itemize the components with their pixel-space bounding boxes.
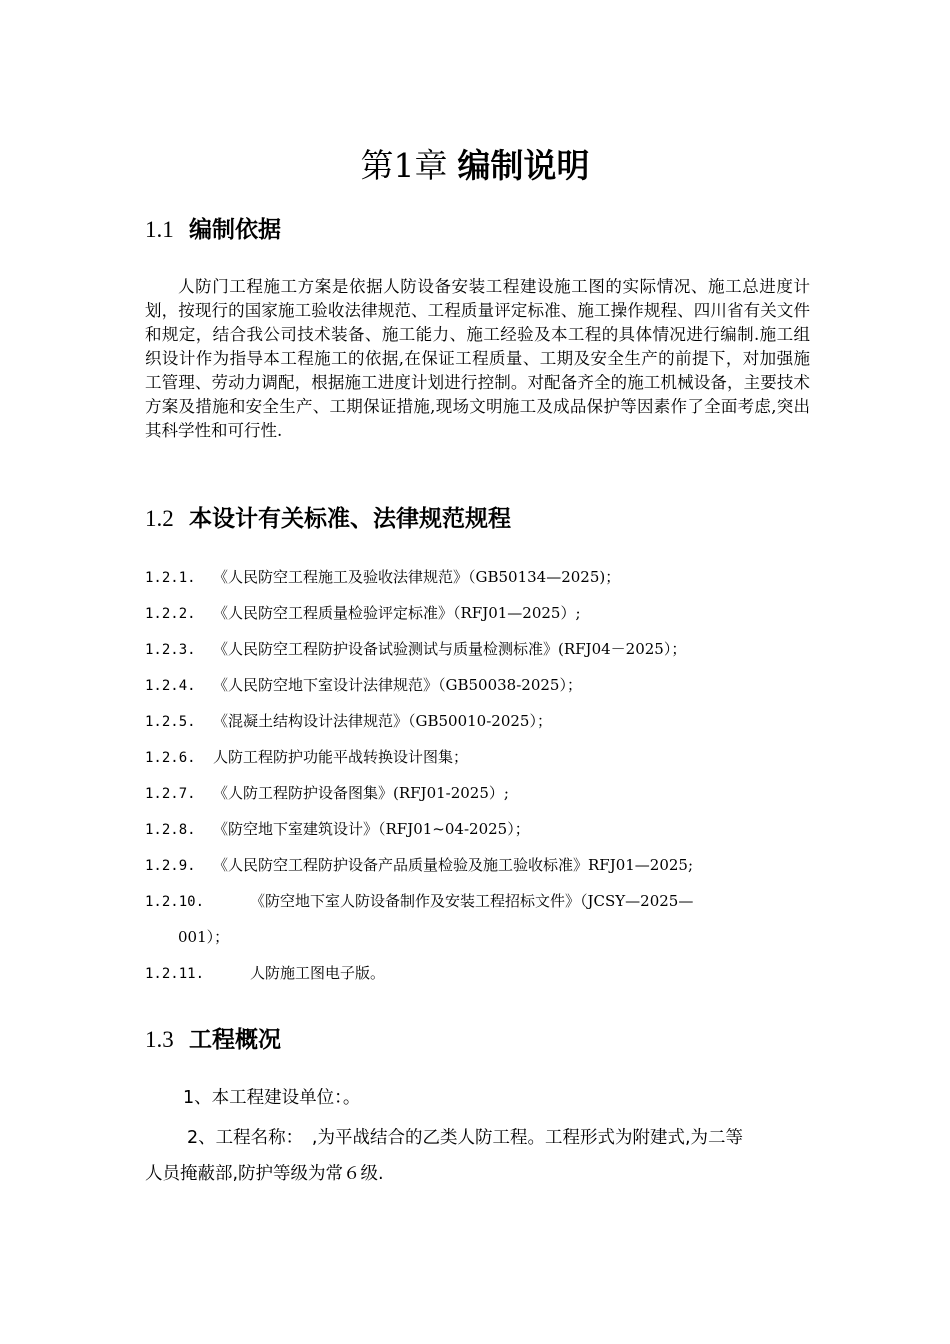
reference-text: 《人民防空工程施工及验收法律规范》（GB50134—2025)；: [213, 568, 621, 586]
reference-number: 1.2.7.: [145, 786, 196, 802]
chapter-number: 第1章: [360, 146, 448, 185]
reference-number: 1.2.9.: [145, 858, 196, 874]
chapter-title-text: 编制说明: [457, 146, 590, 185]
section-title: 本设计有关标准、法律规范规程: [189, 506, 511, 532]
section-title: 工程概况: [189, 1027, 281, 1053]
section-number: 1.1: [145, 217, 174, 242]
reference-number: 1.2.11.: [145, 966, 205, 982]
section-number: 1.2: [145, 506, 174, 531]
overview-line-2-continued: 人员掩蔽部,防护等级为常６级.: [145, 1164, 384, 1184]
reference-item: [145, 781, 815, 806]
reference-item: [145, 565, 815, 590]
section-heading-1-1: [145, 214, 281, 246]
chapter-title: [0, 144, 950, 188]
reference-item: [145, 961, 815, 986]
reference-number: 1.2.4.: [145, 678, 196, 694]
reference-text: 人防施工图电子版。: [250, 964, 386, 982]
reference-text: 《人民防空地下室设计法律规范》（GB50038-2025）；: [213, 676, 582, 694]
reference-text: 《人民防空工程防护设备产品质量检验及施工验收标准》RFJ01—2025;: [213, 856, 694, 874]
section-number: 1.3: [145, 1027, 174, 1052]
reference-number: 1.2.6.: [145, 750, 196, 766]
reference-text: 《防空地下室人防设备制作及安装工程招标文件》（JCSY—2025—: [250, 892, 694, 910]
reference-text: 《人民防空工程质量检验评定标准》（RFJ01—2025）;: [213, 604, 581, 622]
section-heading-1-3: [145, 1024, 281, 1056]
reference-text: 《人防工程防护设备图集》(RFJ01-2025）;: [213, 784, 509, 802]
reference-item: [145, 637, 815, 662]
overview-line-2: 2、工程名称： ,为平战结合的乙类人防工程。工程形式为附建式,为二等: [187, 1128, 744, 1148]
reference-text: 《防空地下室建筑设计》（RFJ01~04-2025）；: [213, 820, 530, 838]
reference-item: [145, 889, 815, 914]
reference-number: 1.2.8.: [145, 822, 196, 838]
reference-item: [145, 745, 815, 770]
reference-number: 1.2.10.: [145, 894, 205, 910]
reference-item: [145, 601, 815, 626]
reference-item: [145, 709, 815, 734]
reference-text: 人防工程防护功能平战转换设计图集；: [213, 748, 469, 766]
reference-number: 1.2.1.: [145, 570, 196, 586]
reference-item: [145, 817, 815, 842]
reference-text: 《人民防空工程防护设备试验测试与质量检测标准》(RFJ04－2025）；: [213, 640, 687, 658]
section-title: 编制依据: [189, 217, 281, 243]
reference-item: [145, 673, 815, 698]
reference-item: [145, 853, 815, 878]
section-heading-1-2: [145, 503, 511, 535]
basis-paragraph: 人防门工程施工方案是依据人防设备安装工程建设施工图的实际情况、施工总进度计划，按现行的国家施工验收法律规范、工程质量评定标准、施工操作规程、四川省有关文件和规定，结合我公司技术装备、施工能力、施工经验及本工程的具体情况进行编制.施工组织设计作为指导本工程施工的依据,在保证工程质量、工期及安全生产的前提下，对加强施工管理、劳动力调配，根据施工进度计划进行控制。对配备齐全的施工机械设备，主要技术方案及措施和安全生产、工期保证措施,现场文明施工及成品保护等因素作了全面考虑,突出其科学性和可行性.: [145, 277, 810, 440]
reference-text: 《混凝土结构设计法律规范》（GB50010-2025）；: [213, 712, 552, 730]
reference-number: 1.2.2.: [145, 606, 196, 622]
reference-continuation: 001）；: [178, 928, 230, 946]
reference-number: 1.2.3.: [145, 642, 196, 658]
reference-number: 1.2.5.: [145, 714, 196, 730]
overview-line-1: 1、本工程建设单位：。: [183, 1088, 361, 1108]
